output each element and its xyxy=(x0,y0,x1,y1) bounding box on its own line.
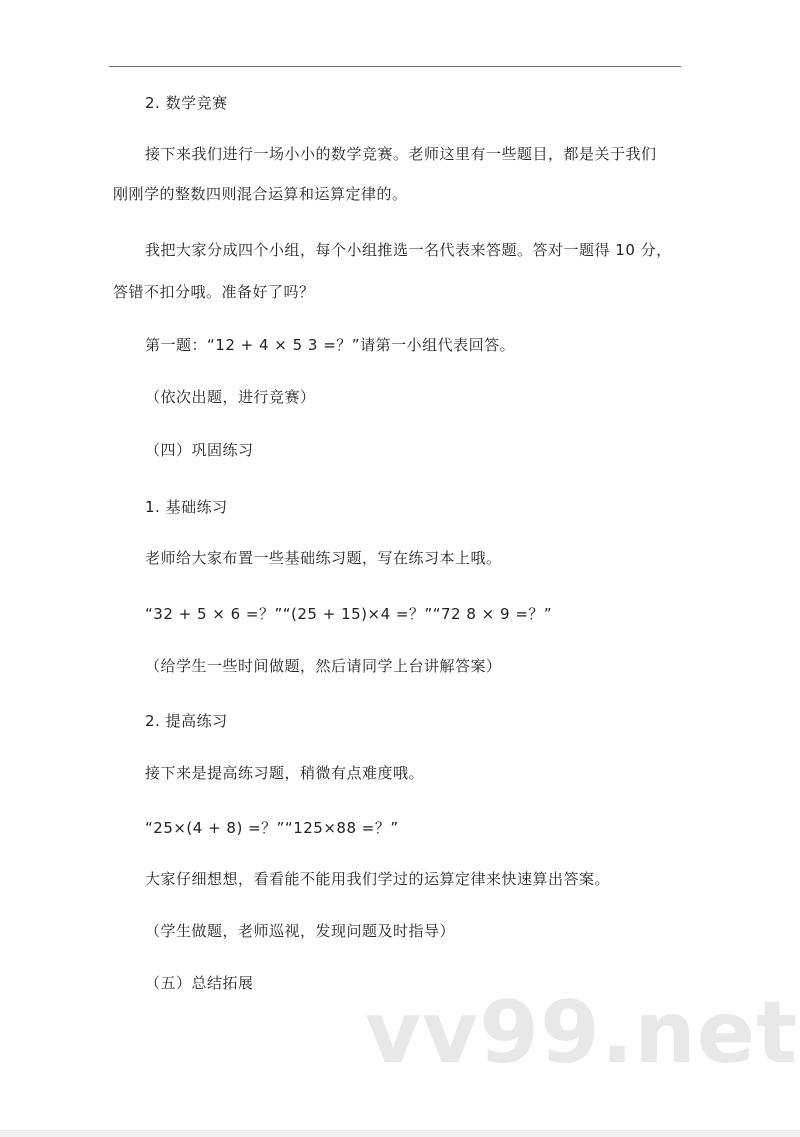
paragraph-line: 第一题：“12 + 4 × 5 3 =？”请第一小组代表回答。 xyxy=(145,336,516,354)
paragraph-line: （给学生一些时间做题，然后请同学上台讲解答案） xyxy=(145,657,502,675)
header-rule xyxy=(109,66,681,67)
exercise-line: “25×(4 + 8) =？”“125×88 =？” xyxy=(145,819,399,837)
page-bottom-edge xyxy=(0,1130,800,1137)
paragraph-line: （依次出题，进行竞赛） xyxy=(145,388,316,406)
paragraph-line: 接下来我们进行一场小小的数学竞赛。老师这里有一些题目，都是关于我们 xyxy=(145,145,657,163)
subsection-heading-advanced-practice: 2. 提高练习 xyxy=(145,712,228,730)
paragraph-line: 大家仔细想想，看看能不能用我们学过的运算定律来快速算出答案。 xyxy=(145,870,611,888)
paragraph-line: 接下来是提高练习题，稍微有点难度哦。 xyxy=(145,764,425,782)
section-heading-consolidation: （四）巩固练习 xyxy=(145,441,254,459)
paragraph-line: 答错不扣分哦。准备好了吗？ xyxy=(113,283,315,301)
subsection-heading-basic-practice: 1. 基础练习 xyxy=(145,498,228,516)
watermark: vv99.net xyxy=(365,983,799,1083)
paragraph-line: 我把大家分成四个小组，每个小组推选一名代表来答题。答对一题得 10 分， xyxy=(145,241,672,259)
section-heading-math-competition: 2. 数学竞赛 xyxy=(145,94,228,112)
paragraph-line: （学生做题，老师巡视，发现问题及时指导） xyxy=(145,922,456,940)
paragraph-line: 老师给大家布置一些基础练习题，写在练习本上哦。 xyxy=(145,549,502,567)
exercise-line: “32 + 5 × 6 =？”“(25 + 15)×4 =？”“72 8 × 9 =？” xyxy=(145,605,553,623)
paragraph-line: 刚刚学的整数四则混合运算和运算定律的。 xyxy=(113,185,408,203)
section-heading-summary: （五）总结拓展 xyxy=(145,974,254,992)
